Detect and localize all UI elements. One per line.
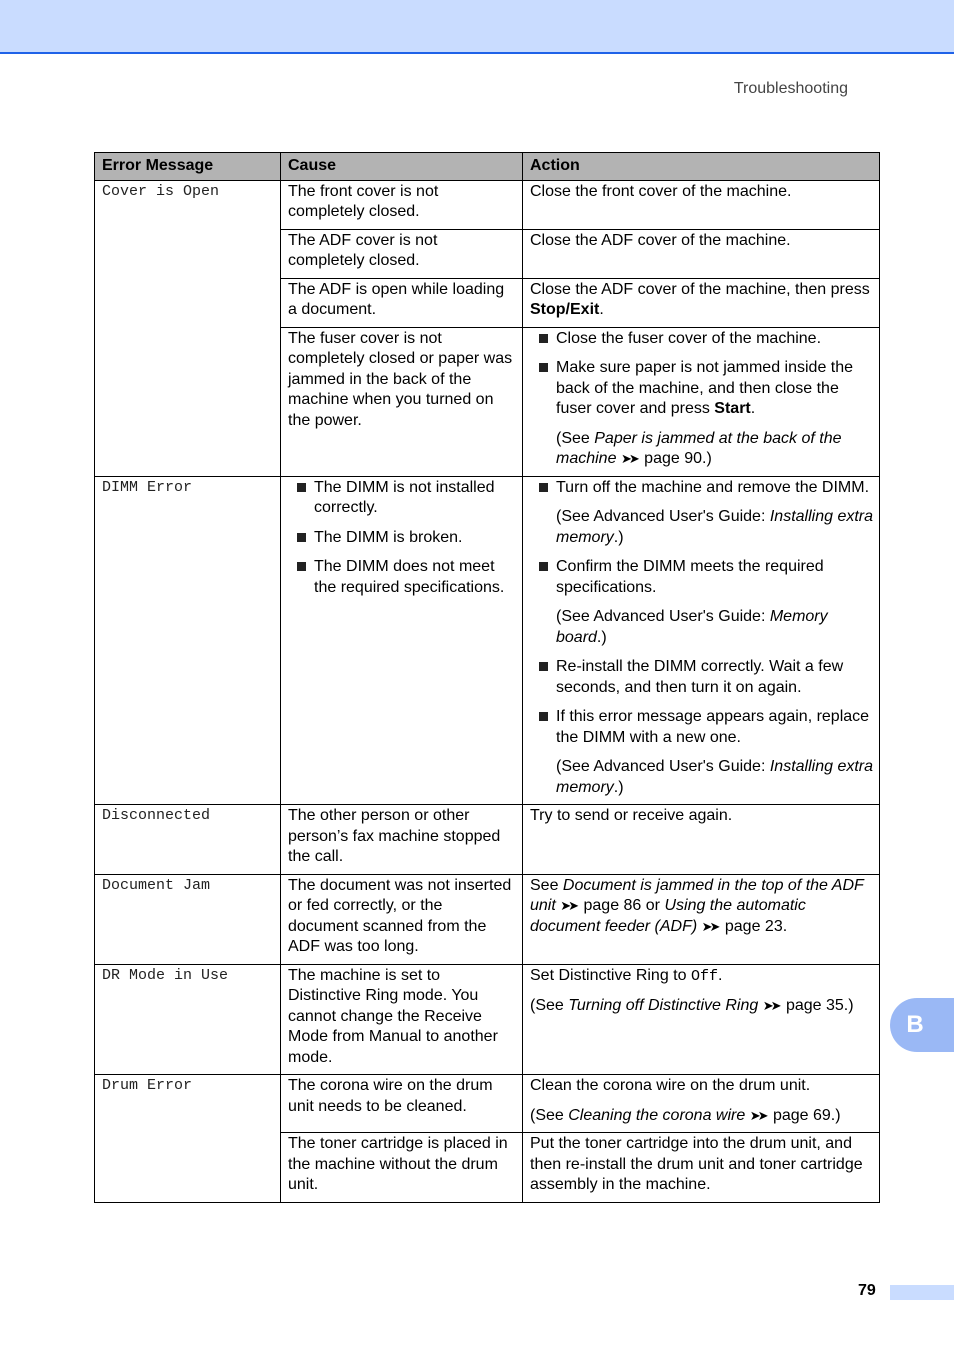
start-key: Start [714,400,751,417]
action-text: Set Distinctive Ring to Off. [530,966,723,985]
cause-cell: The toner cartridge is placed in the machine without the drum unit. [281,1133,523,1203]
reference-link[interactable]: Document is jammed in the top of the ADF unit [530,876,864,914]
see-reference: (See Turning off Distinctive Ring ➤➤ page 35.) [530,997,854,1014]
action-cell: Put the toner cartridge into the drum unit, and then re-install the drum unit and toner cartridge assembly in the machine. [523,1133,880,1203]
arrow-icon: ➤➤ [701,918,718,934]
section-title: Troubleshooting [733,80,848,97]
table-row [95,874,880,964]
cause-cell: The fuser cover is not completely closed or paper was jammed in the back of the machine when you turned on the power. [281,327,523,476]
column-header-action: Action [523,153,880,181]
arrow-icon: ➤➤ [762,998,779,1013]
table-row [95,964,880,1075]
reference-link[interactable]: Cleaning the corona wire [568,1106,746,1124]
table-row [95,476,880,805]
cause-cell: The front cover is not completely closed. [281,180,523,229]
action-text: . [599,301,604,318]
table-row [95,805,880,875]
reference-link[interactable]: Installing extra memory [556,508,874,546]
bullet-item: Confirm the DIMM meets the required specifications. [530,557,873,598]
arrow-icon: ➤➤ [560,898,577,913]
action-cell: Close the ADF cover of the machine. [523,229,880,278]
cause-cell [281,476,523,805]
stop-exit-key: Stop/Exit [530,301,600,318]
bullet-item: The DIMM is not installed correctly. [288,478,516,519]
reference-link[interactable]: Turning off Distinctive Ring [568,997,759,1014]
column-header-error-message: Error Message [95,153,281,181]
action-cell [523,278,880,327]
see-reference: (See Cleaning the corona wire ➤➤ page 69.) [530,1106,841,1124]
reference-link[interactable]: Using the automatic document feeder (ADF) [530,897,806,935]
see-reference: (See Advanced User's Guide: Installing extra memory.) [556,508,874,546]
error-table [94,152,880,1203]
error-message: Document Jam [95,874,281,964]
see-reference: (See Advanced User's Guide: Memory board.) [556,608,828,646]
cause-cell: The corona wire on the drum unit needs to be cleaned. [281,1075,523,1133]
page-number: 79 [858,1282,876,1299]
table-row [95,180,880,229]
error-message: DR Mode in Use [95,964,281,1075]
action-cell [523,476,880,805]
arrow-icon: ➤➤ [749,1107,766,1123]
bullet-item: If this error message appears again, replace the DIMM with a new one. [530,707,873,748]
action-cell: Try to send or receive again. [523,805,880,875]
action-cell [523,964,880,1075]
header-band [0,0,954,54]
bullet-item: Re-install the DIMM correctly. Wait a few seconds, and then turn it on again. [530,657,873,698]
reference-link[interactable]: Installing extra memory [556,758,874,796]
action-text: Close the ADF cover of the machine, then press [530,280,870,298]
bullet-item: Close the fuser cover of the machine. [530,329,873,350]
bullet-item: Turn off the machine and remove the DIMM. [530,478,873,499]
cause-cell: The machine is set to Distinctive Ring mode. You cannot change the Receive Mode from Manual to another mode. [281,964,523,1075]
bullet-item: The DIMM does not meet the required specifications. [288,557,516,598]
appendix-tab[interactable]: B [890,998,954,1052]
action-text: Clean the corona wire on the drum unit. [530,1077,811,1094]
error-message: Cover is Open [95,180,281,476]
setting-value: Off [690,967,718,985]
error-message: Drum Error [95,1075,281,1203]
reference-link[interactable]: Memory board [556,608,828,646]
table-row [95,1075,880,1133]
cause-cell: The ADF is open while loading a document. [281,278,523,327]
arrow-icon: ➤➤ [620,451,637,466]
cause-cell: The ADF cover is not completely closed. [281,229,523,278]
error-message: DIMM Error [95,476,281,805]
error-message: Disconnected [95,805,281,875]
see-reference: (See Advanced User's Guide: Installing extra memory.) [556,758,874,796]
action-cell [523,327,880,476]
table-header-row [95,153,880,181]
action-cell [523,1075,880,1133]
cause-cell: The other person or other person’s fax machine stopped the call. [281,805,523,875]
bullet-item: Make sure paper is not jammed inside the back of the machine, and then close the fuser cover and press Start. [530,358,873,420]
see-reference: (See Paper is jammed at the back of the machine ➤➤ page 90.) [556,429,842,467]
cause-cell: The document was not inserted or fed correctly, or the document scanned from the ADF was too long. [281,874,523,964]
reference-link[interactable]: Paper is jammed at the back of the machine [556,429,842,467]
column-header-cause: Cause [281,153,523,181]
action-cell: See Document is jammed in the top of the ADF unit ➤➤ page 86 or Using the automatic document feeder (ADF) ➤➤ page 23. [523,874,880,964]
footer-bar [890,1285,954,1300]
bullet-item: The DIMM is broken. [288,528,516,549]
action-cell: Close the front cover of the machine. [523,180,880,229]
